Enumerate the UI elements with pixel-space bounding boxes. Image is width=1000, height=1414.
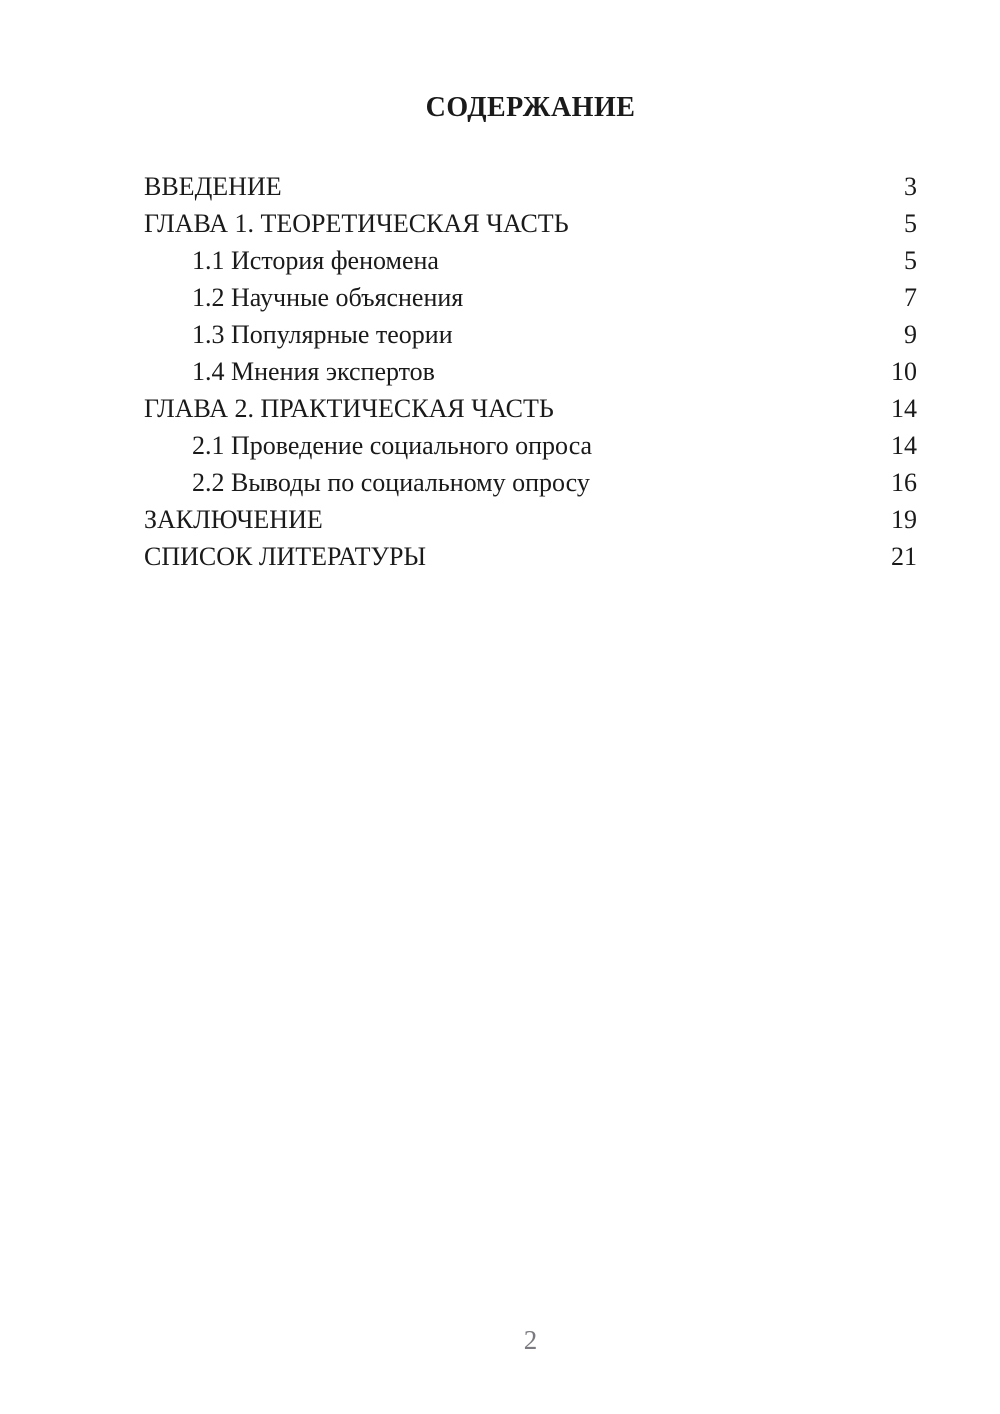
toc-entry-page-number: 19 bbox=[891, 505, 917, 534]
table-of-contents bbox=[144, 168, 917, 575]
toc-entry-label: 1.3 Популярные теории bbox=[192, 320, 453, 349]
toc-row bbox=[144, 168, 917, 205]
toc-entry-page-number: 14 bbox=[891, 394, 917, 423]
toc-row bbox=[144, 390, 917, 427]
toc-entry-page-number: 3 bbox=[904, 172, 917, 201]
toc-entry-label: 1.1 История феномена bbox=[192, 246, 439, 275]
toc-entry-label: ЗАКЛЮЧЕНИЕ bbox=[144, 505, 323, 534]
toc-entry-label: СПИСОК ЛИТЕРАТУРЫ bbox=[144, 542, 427, 571]
page-title: СОДЕРЖАНИЕ bbox=[425, 92, 636, 123]
toc-entry-label: ГЛАВА 1. ТЕОРЕТИЧЕСКАЯ ЧАСТЬ bbox=[144, 209, 569, 238]
toc-entry-page-number: 7 bbox=[904, 283, 917, 312]
toc-row bbox=[144, 353, 917, 390]
toc-entry-label: 1.4 Мнения экспертов bbox=[192, 357, 435, 386]
toc-row bbox=[144, 538, 917, 575]
toc-entry-page-number: 10 bbox=[891, 357, 917, 386]
toc-row bbox=[144, 464, 917, 501]
toc-row bbox=[144, 427, 917, 464]
toc-entry-page-number: 21 bbox=[891, 542, 917, 571]
toc-entry-label: 1.2 Научные объяснения bbox=[192, 283, 464, 312]
toc-row bbox=[144, 501, 917, 538]
toc-row bbox=[144, 279, 917, 316]
toc-row bbox=[144, 316, 917, 353]
footer-page-number: 2 bbox=[523, 1325, 538, 1355]
toc-entry-page-number: 5 bbox=[904, 246, 917, 275]
toc-entry-label: ВВЕДЕНИЕ bbox=[144, 172, 282, 201]
toc-entry-label: 2.1 Проведение социального опроса bbox=[192, 431, 593, 460]
toc-row bbox=[144, 205, 917, 242]
toc-entry-label: ГЛАВА 2. ПРАКТИЧЕСКАЯ ЧАСТЬ bbox=[144, 394, 554, 423]
toc-entry-page-number: 9 bbox=[904, 320, 917, 349]
toc-entry-label: 2.2 Выводы по социальному опросу bbox=[192, 468, 590, 497]
toc-entry-page-number: 5 bbox=[904, 209, 917, 238]
toc-row bbox=[144, 242, 917, 279]
toc-entry-page-number: 16 bbox=[891, 468, 917, 497]
toc-entry-page-number: 14 bbox=[891, 431, 917, 460]
